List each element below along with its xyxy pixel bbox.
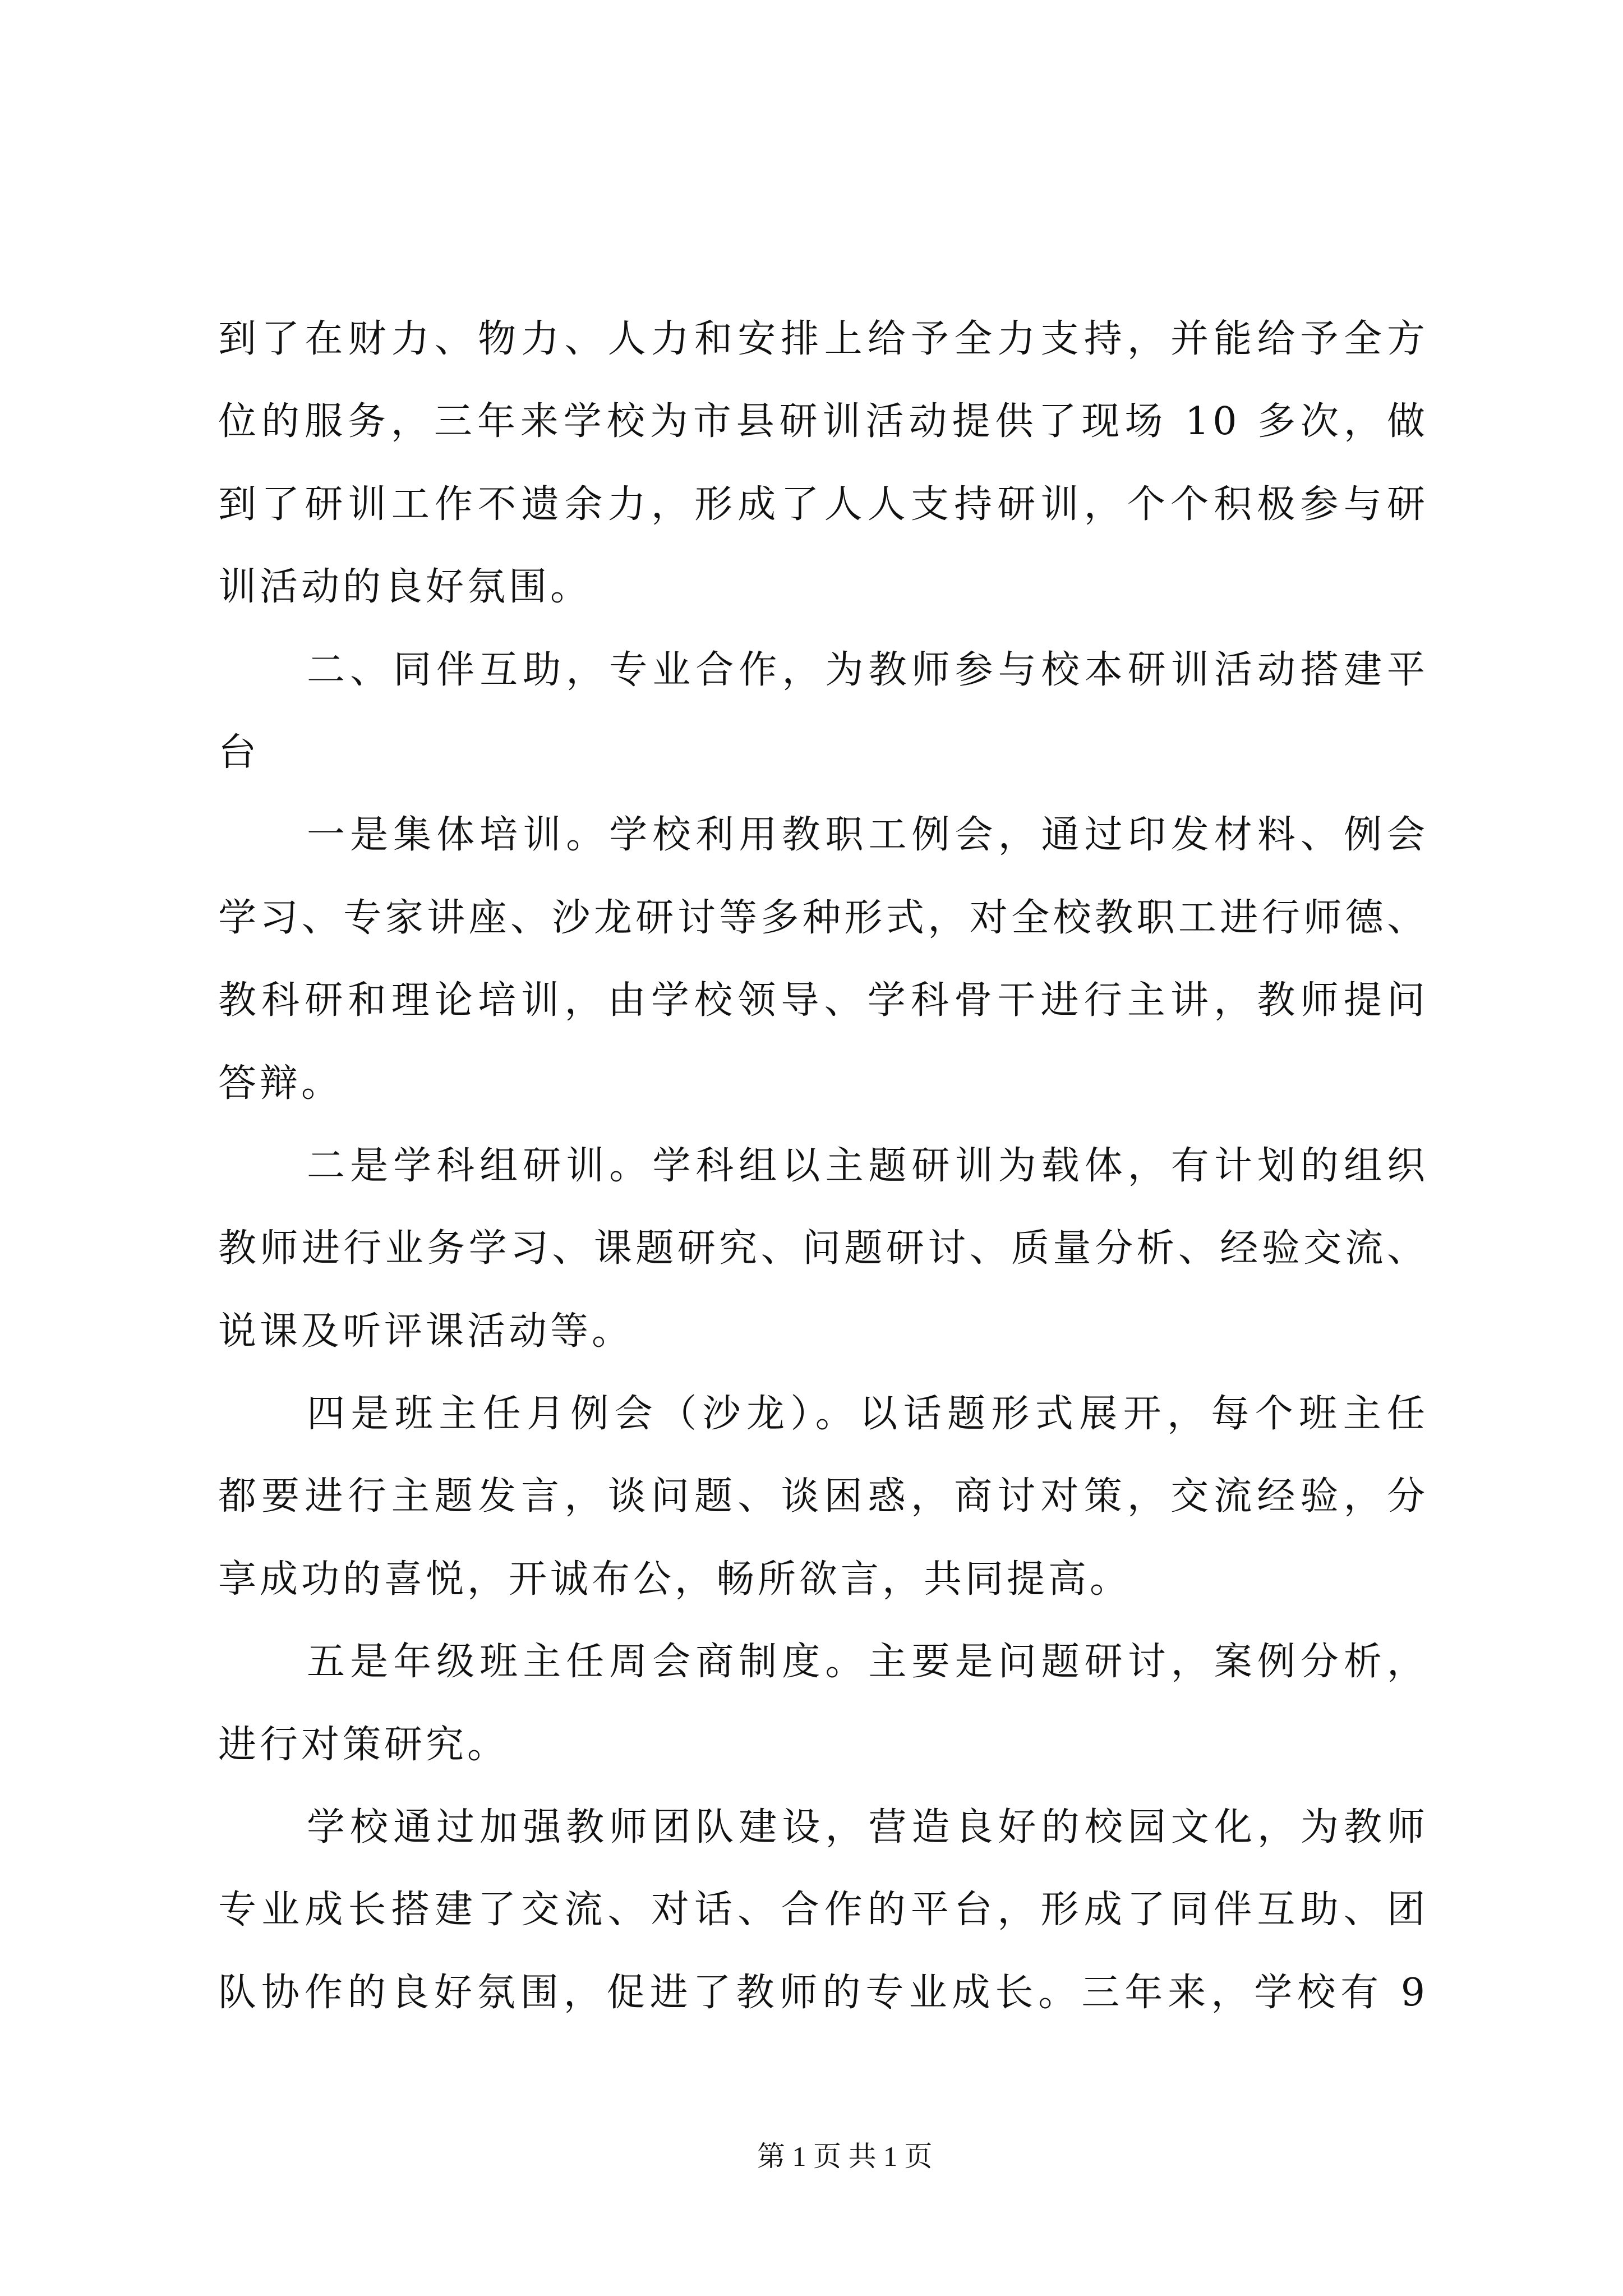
text-line: 二是学科组研训。学科组以主题研训为载体，有计划的组织: [307, 1143, 1428, 1188]
text-line: 训活动的良好氛围。: [218, 565, 592, 610]
body-text: [218, 298, 1428, 2034]
paragraph: [218, 1621, 1428, 1786]
text-line: 到了研训工作不遗余力，形成了人人支持研训，个个积极参与研: [218, 482, 1428, 527]
text-line: 二、同伴互助，专业合作，为教师参与校本研训活动搭建平: [307, 647, 1428, 692]
text-line: 队协作的良好氛围，促进了教师的专业成长。三年来，学校有 9: [218, 1970, 1428, 2015]
paragraph: [218, 794, 1428, 1125]
text-line: 教科研和理论培训，由学校领导、学科骨干进行主讲，教师提问: [218, 978, 1428, 1023]
text-line: 学习、专家讲座、沙龙研讨等多种形式，对全校教职工进行师德、: [218, 895, 1428, 940]
paragraph: [218, 1125, 1428, 1373]
paragraph: [218, 1786, 1428, 2034]
text-line: 四是班主任月例会（沙龙）。以话题形式展开，每个班主任: [307, 1392, 1428, 1437]
text-line: 到了在财力、物力、人力和安排上给予全力支持，并能给予全方: [218, 317, 1428, 361]
page-footer: 第 1 页 共 1 页: [757, 2141, 933, 2172]
text-line: 进行对策研究。: [218, 1722, 509, 1767]
paragraph: [218, 298, 1428, 629]
text-line: 位的服务，三年来学校为市县研训活动提供了现场 10 多次，做: [218, 399, 1428, 444]
text-line: 教师进行业务学习、课题研究、问题研讨、质量分析、经验交流、: [218, 1226, 1428, 1271]
text-line: 一是集体培训。学校利用教职工例会，通过印发材料、例会: [307, 813, 1428, 858]
section-heading: [218, 629, 1428, 794]
text-line: 答辩。: [218, 1061, 343, 1106]
text-line: 都要进行主题发言，谈问题、谈困惑，商讨对策，交流经验，分: [218, 1474, 1428, 1519]
text-line: 学校通过加强教师团队建设，营造良好的校园文化，为教师: [307, 1805, 1428, 1850]
text-line: 专业成长搭建了交流、对话、合作的平台，形成了同伴互助、团: [218, 1888, 1428, 1932]
text-line: 台: [218, 730, 260, 775]
text-line: 享成功的喜悦，开诚布公，畅所欲言，共同提高。: [218, 1557, 1132, 1602]
text-line: 五是年级班主任周会商制度。主要是问题研讨，案例分析，: [307, 1640, 1428, 1685]
text-line: 说课及听评课活动等。: [218, 1309, 634, 1354]
paragraph: [218, 1373, 1428, 1621]
